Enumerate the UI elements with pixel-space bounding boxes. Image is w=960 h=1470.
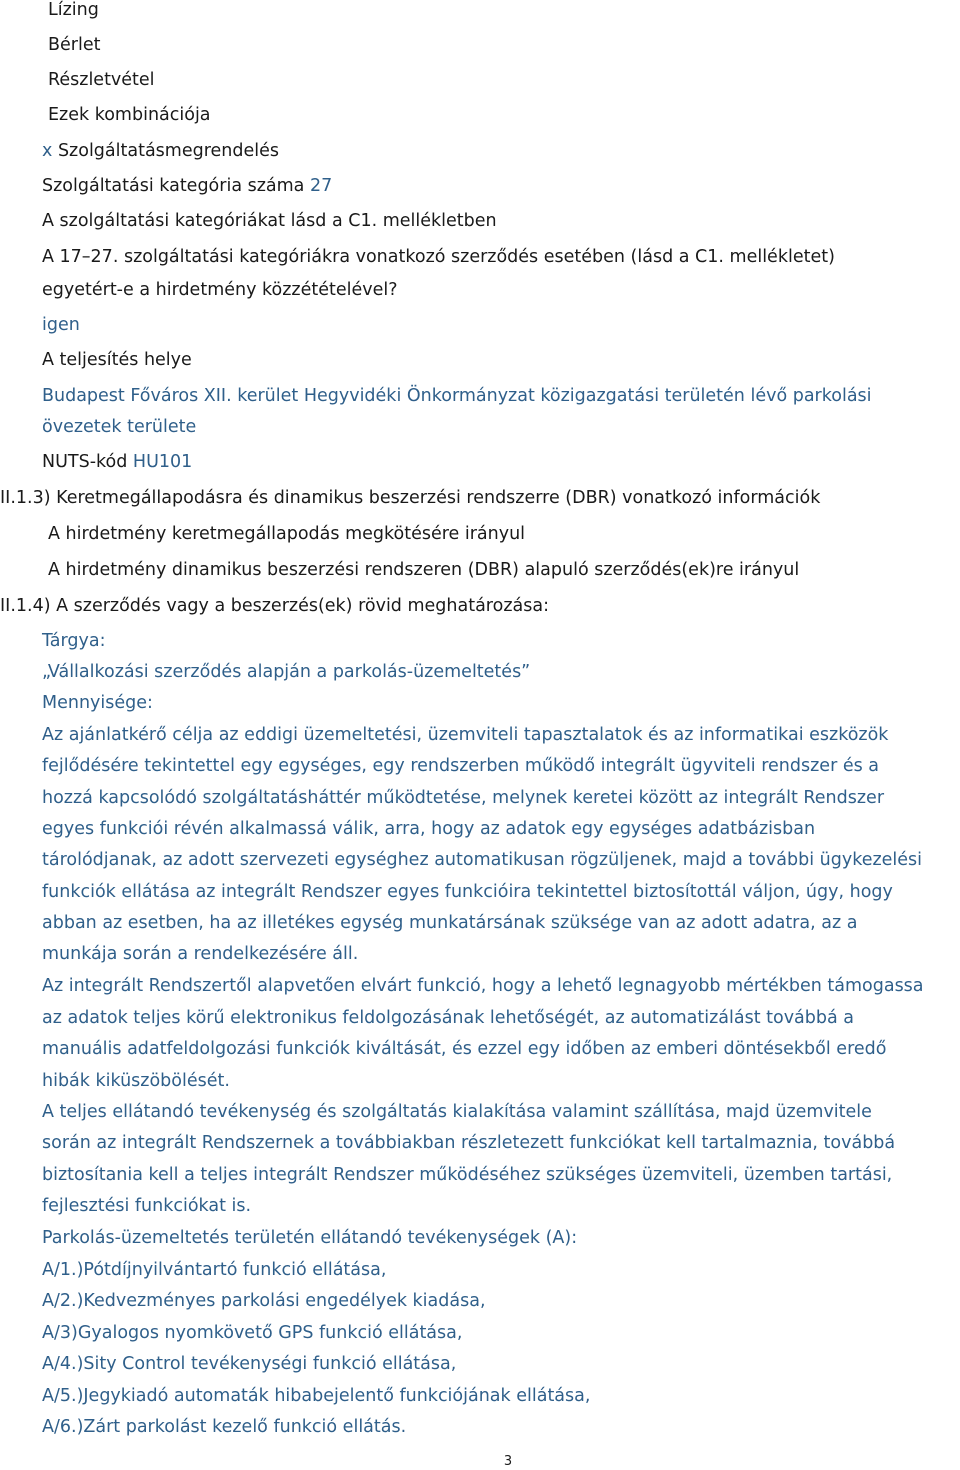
page-number: 3 [503, 1454, 513, 1469]
place-value-line-2: övezetek területe [42, 417, 197, 437]
para-1-line: abban az esetben, ha az illetékes egység munkatársának szüksége van az adott adatra, az a [42, 913, 858, 933]
para-1-line: Az ajánlatkérő célja az eddigi üzemeltetési, üzemviteli tapasztalatok és az informatikai eszközök [42, 725, 889, 745]
consent-question-line-2: egyetért-e a hirdetmény közzétételével? [42, 280, 398, 300]
para-2-line: hibák kiküszöbölését. [42, 1071, 230, 1091]
activity-item: A/2.)Kedvezményes parkolási engedélyek kiadása, [42, 1291, 486, 1311]
category-label: Szolgáltatási kategória száma [42, 176, 305, 196]
subject-value: „Vállalkozási szerződés alapján a parkolás-üzemeltetés” [42, 662, 531, 682]
activities-heading: Parkolás-üzemeltetés területén ellátandó tevékenységek (A): [42, 1228, 578, 1248]
para-1-line: funkciók ellátása az integrált Rendszer egyes funkcióira tekintettel biztosítottál váljon, úgy, hogy [42, 882, 893, 902]
option-lizing: Lízing [48, 0, 99, 20]
option-szolgaltatas [42, 139, 279, 163]
activity-item: A/4.)Sity Control tevékenységi funkció ellátása, [42, 1354, 457, 1374]
nuts-label: NUTS-kód [42, 452, 128, 472]
subject-label: Tárgya: [42, 631, 106, 651]
para-1-line: tárolódjanak, az adott szervezeti egységhez automatikusan rögzüljenek, majd a további ügykezelési [42, 850, 923, 870]
service-category [42, 174, 332, 198]
selected-mark: x [42, 141, 53, 161]
section-3-heading: II.1.3) Keretmegállapodásra és dinamikus beszerzési rendszerre (DBR) vonatkozó információk [0, 488, 821, 508]
consent-question-line-1: A 17–27. szolgáltatási kategóriákra vonatkozó szerződés esetében (lásd a C1. mellékletet) [42, 247, 835, 267]
activity-item: A/6.)Zárt parkolást kezelő funkció ellátás. [42, 1417, 407, 1437]
para-1-line: fejlődésére tekintettel egy egységes, egy rendszerben működő integrált ügyviteli rendszer és a [42, 756, 880, 776]
para-3-line: A teljes ellátandó tevékenység és szolgáltatás kialakítása valamint szállítása, majd üzemvitele [42, 1102, 872, 1122]
para-3-line: során az integrált Rendszernek a továbbiakban részletezett funkciókat kell tartalmaznia, továbbá [42, 1133, 896, 1153]
para-3-line: biztosítania kell a teljes integrált Rendszer működéséhez szükséges üzemviteli, üzemben tartási, [42, 1165, 893, 1185]
section-4-heading: II.1.4) A szerződés vagy a beszerzés(ek) rövid meghatározása: [0, 596, 549, 616]
nuts-value: HU101 [132, 452, 193, 472]
activity-item: A/5.)Jegykiadó automaták hibabejelentő funkciójának ellátása, [42, 1386, 591, 1406]
place-label: A teljesítés helye [42, 350, 192, 370]
consent-answer: igen [42, 315, 80, 335]
option-berlet: Bérlet [48, 35, 101, 55]
option-kombinacio: Ezek kombinációja [48, 105, 211, 125]
category-note: A szolgáltatási kategóriákat lásd a C1. mellékletben [42, 211, 497, 231]
quantity-label: Mennyisége: [42, 693, 153, 713]
category-value: 27 [309, 176, 333, 196]
para-2-line: az adatok teljes körű elektronikus feldolgozásának lehetőségét, az automatizálást továbbá a [42, 1008, 854, 1028]
place-value-line-1: Budapest Főváros XII. kerület Hegyvidéki Önkormányzat közigazgatási területén lévő parkolási [42, 386, 872, 406]
para-1-line: egyes funkciói révén alkalmassá válik, arra, hogy az adatok egy egységes adatbázisban [42, 819, 816, 839]
para-1-line: munkája során a rendelkezésére áll. [42, 944, 359, 964]
para-3-line: fejlesztési funkciókat is. [42, 1196, 252, 1216]
section-3-item-2: A hirdetmény dinamikus beszerzési rendszeren (DBR) alapuló szerződés(ek)re irányul [48, 560, 800, 580]
para-1-line: hozzá kapcsolódó szolgáltatásháttér működtetése, melynek keretei között az integrált Rendszer [42, 788, 885, 808]
section-3-item-1: A hirdetmény keretmegállapodás megkötésére irányul [48, 524, 526, 544]
para-2-line: Az integrált Rendszertől alapvetően elvárt funkció, hogy a lehető legnagyobb mértékben támogassa [42, 976, 924, 996]
activity-item: A/1.)Pótdíjnyilvántartó funkció ellátása, [42, 1260, 387, 1280]
nuts-code [42, 450, 192, 474]
para-2-line: manuális adatfeldolgozási funkciók kiváltását, és ezzel egy időben az emberi döntésekből eredő [42, 1039, 887, 1059]
option-reszletvetel: Részletvétel [48, 70, 155, 90]
activity-item: A/3)Gyalogos nyomkövető GPS funkció ellátása, [42, 1323, 463, 1343]
option-label: Szolgáltatásmegrendelés [57, 141, 279, 161]
